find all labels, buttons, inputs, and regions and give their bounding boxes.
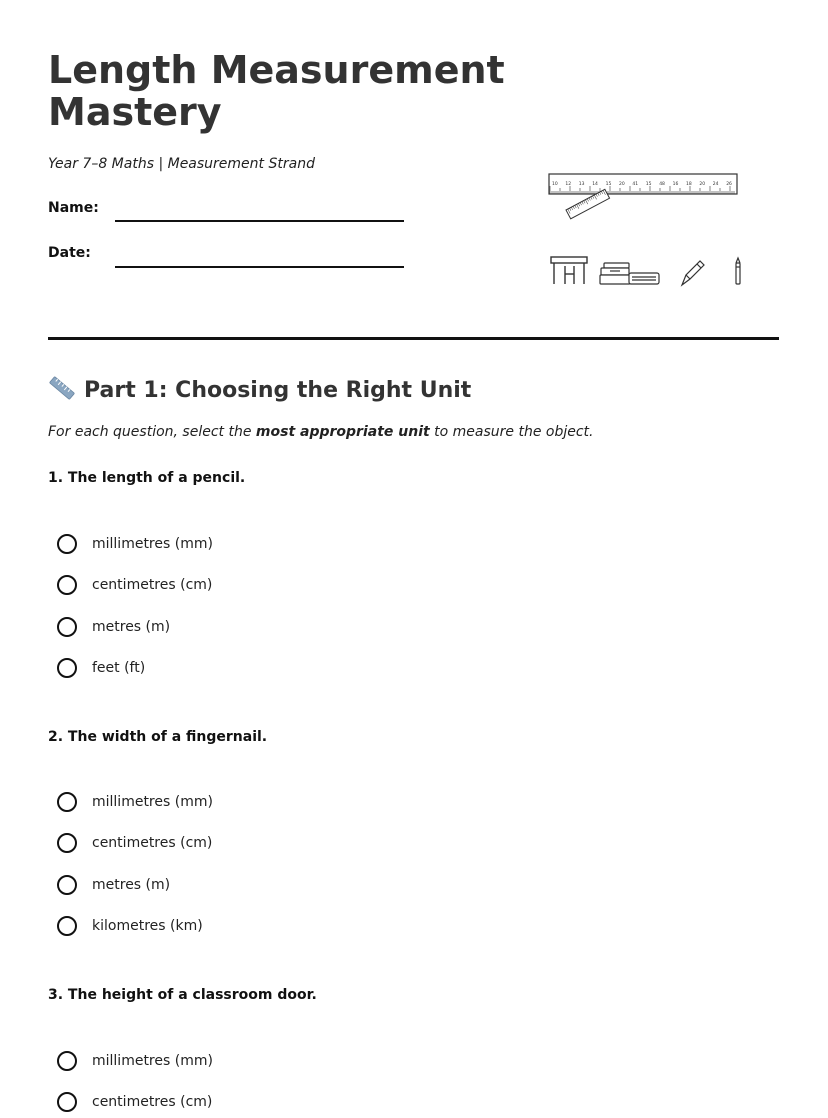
radio-button[interactable]	[57, 1051, 77, 1071]
option-label: metres (m)	[92, 877, 171, 893]
ruler-number: 48	[659, 182, 665, 187]
option-label: kilometres (km)	[92, 918, 203, 934]
ruler-number: 12	[565, 182, 572, 187]
option-label: millimetres (mm)	[92, 1053, 213, 1069]
chair-icon	[551, 257, 587, 284]
ruler-number: 16	[672, 182, 679, 187]
marker-icon	[736, 258, 740, 284]
radio-button[interactable]	[57, 792, 77, 812]
question-1-option-4[interactable]	[57, 656, 145, 680]
part-1-instructions: For each question, select the most appropriate unit to measure the object.	[48, 424, 594, 440]
option-label: centimetres (cm)	[92, 1094, 213, 1110]
ruler-number: 18	[686, 182, 692, 187]
ruler-number: 20	[699, 182, 706, 187]
radio-button[interactable]	[57, 875, 77, 895]
part-1-title: Part 1: Choosing the Right Unit	[84, 377, 472, 403]
option-label: feet (ft)	[92, 660, 146, 676]
ruler-number: 41	[632, 182, 639, 187]
date-field-line[interactable]	[115, 266, 404, 268]
book-icon	[629, 273, 659, 284]
radio-button[interactable]	[57, 833, 77, 853]
question-1-option-3[interactable]	[57, 615, 170, 639]
name-field-line[interactable]	[115, 220, 404, 222]
ruler-number: 15	[605, 182, 612, 187]
ruler-number: 26	[726, 182, 732, 187]
part-1-header	[48, 374, 471, 406]
radio-button[interactable]	[57, 916, 77, 936]
question-1-option-2[interactable]	[57, 573, 212, 597]
worksheet-subtitle: Year 7–8 Maths | Measurement Strand	[48, 156, 315, 172]
question-1-option-1[interactable]	[57, 532, 213, 556]
question-2-option-3[interactable]	[57, 873, 170, 897]
option-label: centimetres (cm)	[92, 835, 213, 851]
question-2-option-2[interactable]	[57, 831, 212, 855]
ruler-number: 20	[619, 182, 625, 187]
ruler-icon	[48, 374, 76, 406]
question-1-prompt: 1. The length of a pencil.	[48, 470, 246, 486]
radio-button[interactable]	[57, 658, 77, 678]
question-2-prompt: 2. The width of a fingernail.	[48, 729, 268, 745]
radio-button[interactable]	[57, 617, 77, 637]
radio-button[interactable]	[57, 575, 77, 595]
worksheet-title: Length Measurement Mastery	[48, 48, 505, 134]
question-2-option-1[interactable]	[57, 790, 213, 814]
question-3-option-2[interactable]	[57, 1090, 212, 1114]
ruler-illustration	[549, 174, 737, 194]
ruler-number: 15	[645, 182, 652, 187]
ruler-number: 14	[592, 182, 598, 187]
measurement-illustration	[540, 160, 750, 294]
option-label: metres (m)	[92, 619, 171, 635]
option-label: millimetres (mm)	[92, 794, 213, 810]
name-label: Name:	[48, 200, 99, 216]
pencil-icon	[682, 261, 704, 285]
question-3-prompt: 3. The height of a classroom door.	[48, 987, 317, 1003]
question-2-option-4[interactable]	[57, 914, 203, 938]
radio-button[interactable]	[57, 534, 77, 554]
ruler-number: 24	[712, 182, 719, 187]
stacked-books-icon	[600, 263, 630, 284]
question-3-option-1[interactable]	[57, 1049, 213, 1073]
ruler-number: 13	[578, 182, 585, 187]
section-divider	[48, 337, 779, 340]
option-label: centimetres (cm)	[92, 577, 213, 593]
option-label: millimetres (mm)	[92, 536, 213, 552]
radio-button[interactable]	[57, 1092, 77, 1112]
date-label: Date:	[48, 245, 91, 261]
ruler-number: 10	[552, 182, 558, 187]
